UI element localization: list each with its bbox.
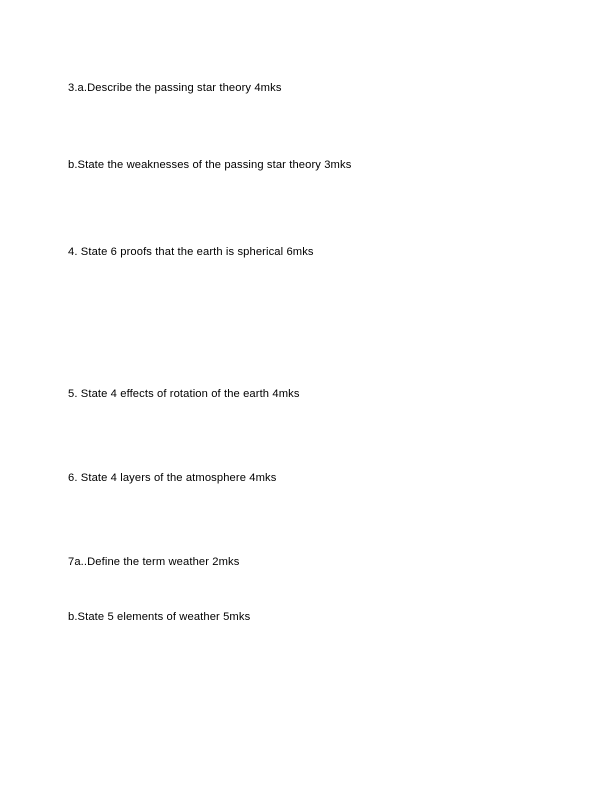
question-5: 5. State 4 effects of rotation of the earth 4mks xyxy=(68,388,300,401)
question-7a: 7a..Define the term weather 2mks xyxy=(68,556,240,569)
question-3a: 3.a.Describe the passing star theory 4mks xyxy=(68,82,282,95)
question-4: 4. State 6 proofs that the earth is spherical 6mks xyxy=(68,246,314,259)
question-6: 6. State 4 layers of the atmosphere 4mks xyxy=(68,472,277,485)
question-7b: b.State 5 elements of weather 5mks xyxy=(68,611,251,624)
document-body xyxy=(68,70,552,635)
question-3b: b.State the weaknesses of the passing star theory 3mks xyxy=(68,159,352,172)
